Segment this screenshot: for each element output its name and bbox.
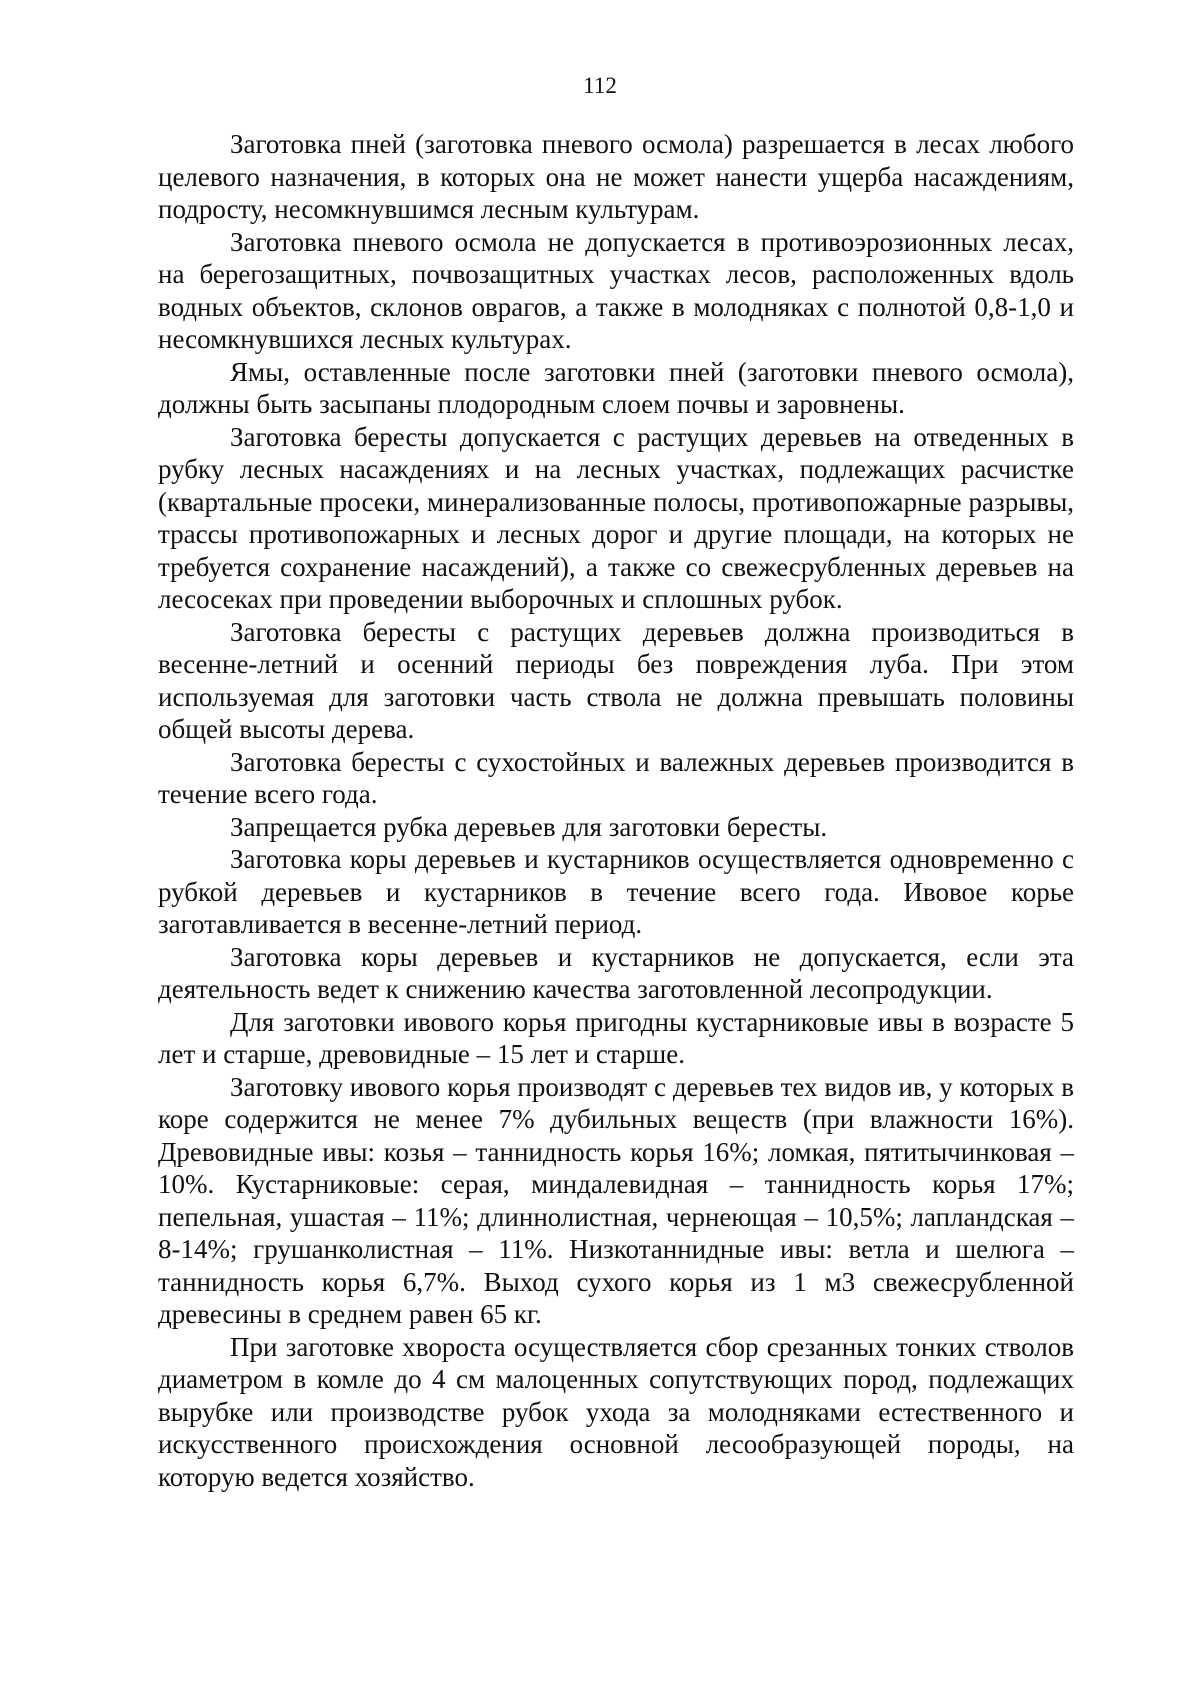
paragraph-birch-bark-permitted: Заготовка бересты допускается с растущих деревьев на отведенных в рубку лесных насаждениях и на лесных участках, подлежащих расчистке (квартальные просеки, минерализованные полосы, противопожарные разрывы, трассы противопожарных и лесных дорог и другие площади, на которых не требуется сохранение насаждений), а также со свежесрубленных деревьев на лесосеках при проведении выборочных и сплошных рубок.: [158, 421, 1074, 614]
page-number: 112: [583, 73, 617, 98]
paragraph-bark-quality: Заготовка коры деревьев и кустарников не допускается, если эта деятельность ведет к снижению качества заготовленной лесопродукции.: [158, 941, 1074, 1004]
paragraph-willow-tannin: Заготовку ивового корья производят с деревьев тех видов ив, у которых в коре содержится не менее 7% дубильных веществ (при влажности 16%). Древовидные ивы: козья – таннидность корья 16%; ломкая, пятитычинковая – 10%. Кустарниковые: серая, миндалевидная – таннидность корья 17%; пепельная, ушастая – 11%; длиннолистная, чернеющая – 10,5%; лапландская – 8-14%; грушанколистная – 11%. Низкотаннидные ивы: ветла и шелюга – таннидность корья 6,7%. Выход сухого корья из 1 м3 свежесрубленной древесины в среднем равен 65 кг.: [158, 1071, 1074, 1329]
paragraph-birch-bark-season: Заготовка бересты с растущих деревьев должна производиться в весенне-летний и осенний периоды без повреждения луба. При этом используемая для заготовки часть ствола не должна превышать половины общей высоты дерева.: [158, 616, 1074, 744]
paragraph-willow-age: Для заготовки ивового корья пригодны кустарниковые ивы в возрасте 5 лет и старше, древовидные – 15 лет и старше.: [158, 1006, 1074, 1069]
paragraph-pits-backfill: Ямы, оставленные после заготовки пней (заготовки пневого осмола), должны быть засыпаны плодородным слоем почвы и заровнены.: [158, 356, 1074, 419]
body-text: [158, 128, 1074, 1493]
paragraph-bark-harvesting: Заготовка коры деревьев и кустарников осуществляется одновременно с рубкой деревьев и кустарников в течение всего года. Ивовое корье заготавливается в весенне-летний период.: [158, 844, 1074, 939]
paragraph-stump-harvesting: Заготовка пней (заготовка пневого осмола) разрешается в лесах любого целевого назначения, в которых она не может нанести ущерба насаждениям, подросту, несомкнувшимся лесным культурам.: [158, 129, 1074, 224]
paragraph-birch-bark-prohibition: Запрещается рубка деревьев для заготовки бересты.: [230, 811, 828, 842]
paragraph-resin-restrictions: Заготовка пневого осмола не допускается в противоэрозионных лесах, на берегозащитных, почвозащитных участках лесов, расположенных вдоль водных объектов, склонов оврагов, а также в молодняках с полнотой 0,8-1,0 и несомкнувшихся лесных культурах.: [158, 226, 1074, 354]
paragraph-brushwood: При заготовке хвороста осуществляется сбор срезанных тонких стволов диаметром в комле до 4 см малоценных сопутствующих пород, подлежащих вырубке или производстве рубок ухода за молодняками естественного и искусственного происхождения основной лесообразующей породы, на которую ведется хозяйство.: [158, 1331, 1074, 1492]
paragraph-birch-bark-deadwood: Заготовка бересты с сухостойных и валежных деревьев производится в течение всего года.: [158, 746, 1074, 809]
